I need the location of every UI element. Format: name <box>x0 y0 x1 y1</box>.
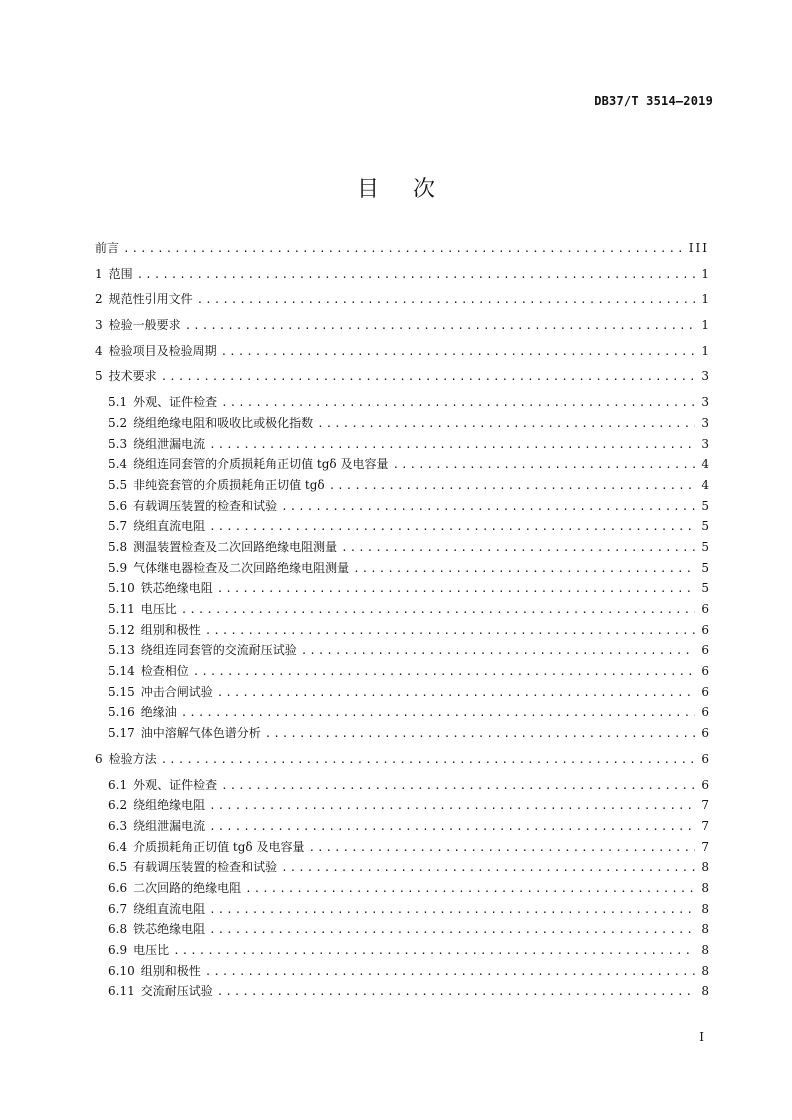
toc-entry-label: 检验一般要求 <box>108 318 181 333</box>
toc-leader-dots <box>217 579 695 600</box>
toc-leader-dots <box>185 316 695 337</box>
toc-entry[interactable] <box>95 620 709 641</box>
toc-entry[interactable] <box>95 366 709 387</box>
toc-entry-page: 7 <box>701 839 709 854</box>
toc-entry[interactable] <box>95 434 709 455</box>
toc-entry-number: 6.2 <box>108 798 128 813</box>
toc-entry-number: 6 <box>95 751 103 766</box>
toc-entry-label: 绕组绝缘电阻 <box>133 798 206 813</box>
toc-entry-number: 5.16 <box>108 705 135 720</box>
toc-entry-label: 绕组绝缘电阻和吸收比或极化指数 <box>133 415 314 430</box>
toc-entry-page: 5 <box>701 519 709 534</box>
toc-entry-number: 5 <box>95 369 103 384</box>
toc-entry-label: 外观、证件检查 <box>133 777 218 792</box>
toc-leader-dots <box>217 683 695 704</box>
page-title <box>0 172 792 203</box>
toc-entry[interactable] <box>95 413 709 434</box>
toc-entry[interactable] <box>95 749 709 770</box>
toc-entry[interactable] <box>95 682 709 703</box>
toc-leader-dots <box>197 290 695 311</box>
toc-entry-page: 6 <box>701 622 709 637</box>
toc-leader-dots <box>341 538 695 559</box>
toc-entry-page: III <box>688 241 709 255</box>
toc-entry-number: 5.11 <box>108 602 135 616</box>
toc-entry-page: 3 <box>701 395 709 410</box>
toc-entry-label: 检查相位 <box>140 664 189 679</box>
toc-entry[interactable] <box>95 795 709 816</box>
toc-entry-page: 7 <box>701 818 709 833</box>
toc-entry-label: 绝缘油 <box>140 705 177 720</box>
toc-entry[interactable] <box>95 315 709 336</box>
toc-entry-label: 油中溶解气体色谱分析 <box>140 726 261 741</box>
toc-entry-number: 6.6 <box>108 880 128 895</box>
toc-entry-page: 6 <box>701 777 709 792</box>
toc-entry-number: 5.14 <box>108 664 135 679</box>
toc-entry-page: 1 <box>701 292 709 307</box>
toc-entry[interactable] <box>95 661 709 682</box>
toc-entry-label: 前言 <box>95 241 120 255</box>
toc-entry-label: 技术要求 <box>108 369 157 384</box>
toc-leader-dots <box>209 900 695 921</box>
toc-entry[interactable] <box>95 599 709 620</box>
toc-entry-label: 检验项目及检验周期 <box>108 343 217 358</box>
toc-entry-number: 6.11 <box>108 984 135 999</box>
toc-entry-page: 8 <box>701 922 709 937</box>
toc-entry-label: 组别和极性 <box>140 622 201 637</box>
toc-entry-number: 5.12 <box>108 622 135 637</box>
toc-entry-number: 5.8 <box>108 539 128 554</box>
toc-entry[interactable] <box>95 264 709 285</box>
toc-entry-label: 绕组连同套管的交流耐压试验 <box>140 643 297 658</box>
toc-leader-dots <box>308 838 695 859</box>
toc-entry[interactable] <box>95 940 709 961</box>
toc-entry-page: 5 <box>701 581 709 596</box>
toc-entry-number: 5.15 <box>108 684 135 699</box>
toc-entry-number: 4 <box>95 343 103 358</box>
toc-leader-dots <box>209 796 695 817</box>
toc-leader-dots <box>281 858 695 879</box>
toc-entry-label: 绕组泄漏电流 <box>133 818 206 833</box>
toc-entry[interactable] <box>95 899 709 920</box>
toc-leader-dots <box>161 367 695 388</box>
toc-entry-label: 气体继电器检查及二次回路绝缘电阻测量 <box>133 560 350 575</box>
toc-entry-page: 3 <box>701 415 709 430</box>
toc-entry[interactable] <box>95 702 709 723</box>
toc-entry-number: 1 <box>95 266 103 281</box>
toc-entry-page: 4 <box>701 457 709 472</box>
toc-entry-number: 6.10 <box>108 963 135 978</box>
toc-entry-label: 交流耐压试验 <box>140 984 213 999</box>
toc-entry[interactable] <box>95 475 709 496</box>
toc-entry[interactable] <box>95 775 709 796</box>
toc-entry-page: 6 <box>701 751 709 766</box>
toc-entry-label: 电压比 <box>140 602 177 616</box>
toc-entry[interactable] <box>95 837 709 858</box>
toc-entry-label: 铁芯绝缘电阻 <box>140 581 213 596</box>
toc-entry[interactable] <box>95 961 709 982</box>
toc-entry[interactable] <box>95 392 709 413</box>
toc-entry[interactable] <box>95 578 709 599</box>
toc-leader-dots <box>281 497 695 518</box>
toc-entry-label: 绕组泄漏电流 <box>133 436 206 451</box>
toc-entry[interactable] <box>95 238 709 259</box>
toc-entry-number: 5.2 <box>108 415 128 430</box>
toc-leader-dots <box>209 817 695 838</box>
toc-leader-dots <box>209 920 695 941</box>
toc-entry-number: 5.9 <box>108 560 128 575</box>
toc-entry[interactable] <box>95 723 709 744</box>
toc-entry[interactable] <box>95 878 709 899</box>
toc-entry-number: 5.7 <box>108 519 128 534</box>
table-of-contents <box>95 238 709 1002</box>
toc-entry-number: 2 <box>95 292 103 307</box>
toc-leader-dots <box>205 621 695 642</box>
toc-entry-label: 电压比 <box>133 943 170 957</box>
toc-entry[interactable] <box>95 516 709 537</box>
toc-entry[interactable] <box>95 537 709 558</box>
toc-entry-label: 二次回路的绝缘电阻 <box>133 880 242 895</box>
toc-entry-label: 绕组直流电阻 <box>133 519 206 534</box>
toc-entry-page: 3 <box>701 436 709 451</box>
toc-leader-dots <box>353 559 695 580</box>
toc-entry-number: 5.4 <box>108 457 128 472</box>
toc-leader-dots <box>123 239 685 260</box>
toc-entry-label: 外观、证件检查 <box>133 395 218 410</box>
toc-entry-page: 1 <box>701 318 709 333</box>
toc-entry-page: 6 <box>701 726 709 741</box>
toc-entry-number: 6.4 <box>108 839 128 854</box>
toc-entry-label: 绕组直流电阻 <box>133 901 206 916</box>
toc-entry-number: 5.3 <box>108 436 128 451</box>
toc-leader-dots <box>221 776 695 797</box>
toc-entry-page: 8 <box>701 860 709 875</box>
toc-entry-label: 介质损耗角正切值 tgδ 及电容量 <box>133 839 305 854</box>
toc-entry-page: 6 <box>701 602 709 616</box>
toc-entry[interactable] <box>95 454 709 475</box>
toc-entry-number: 5.5 <box>108 477 128 492</box>
toc-entry-page: 8 <box>701 880 709 895</box>
toc-entry-label: 范围 <box>108 266 133 281</box>
toc-leader-dots <box>193 662 695 683</box>
toc-entry[interactable] <box>95 640 709 661</box>
toc-entry-number: 6.1 <box>108 777 128 792</box>
toc-entry[interactable] <box>95 341 709 362</box>
toc-entry[interactable] <box>95 816 709 837</box>
toc-entry-number: 6.8 <box>108 922 128 937</box>
toc-leader-dots <box>137 265 695 286</box>
toc-entry-page: 4 <box>701 477 709 492</box>
toc-leader-dots <box>181 600 695 621</box>
toc-entry-label: 有载调压装置的检查和试验 <box>133 860 278 875</box>
title-char-1: 目 <box>356 177 379 202</box>
toc-entry-label: 检验方法 <box>108 751 157 766</box>
toc-entry-label: 测温装置检查及二次回路绝缘电阻测量 <box>133 539 338 554</box>
toc-leader-dots <box>221 342 695 363</box>
toc-entry-page: 1 <box>701 343 709 358</box>
toc-entry-label: 冲击合闸试验 <box>140 684 213 699</box>
toc-entry-number: 5.17 <box>108 726 135 741</box>
toc-leader-dots <box>217 982 695 1003</box>
title-char-2: 次 <box>413 177 436 202</box>
toc-entry-label: 铁芯绝缘电阻 <box>133 922 206 937</box>
toc-leader-dots <box>161 750 695 771</box>
toc-leader-dots <box>221 393 695 414</box>
toc-leader-dots <box>173 941 695 962</box>
toc-entry-number: 5.10 <box>108 581 135 596</box>
toc-entry-page: 7 <box>701 798 709 813</box>
toc-entry-page: 8 <box>701 963 709 978</box>
toc-entry-page: 5 <box>701 498 709 513</box>
toc-entry-number: 6.5 <box>108 860 128 875</box>
toc-entry-label: 有载调压装置的检查和试验 <box>133 498 278 513</box>
toc-leader-dots <box>209 435 695 456</box>
toc-entry-label: 非纯瓷套管的介质损耗角正切值 tgδ <box>133 477 325 492</box>
toc-entry-number: 3 <box>95 318 103 333</box>
toc-leader-dots <box>317 414 695 435</box>
toc-entry[interactable] <box>95 289 709 310</box>
toc-entry-number: 5.6 <box>108 498 128 513</box>
toc-leader-dots <box>265 724 695 745</box>
toc-entry-page: 6 <box>701 684 709 699</box>
toc-entry-page: 5 <box>701 560 709 575</box>
toc-leader-dots <box>205 962 695 983</box>
toc-entry-number: 6.3 <box>108 818 128 833</box>
toc-entry-label: 组别和极性 <box>140 963 201 978</box>
document-code: DB37/T 3514—2019 <box>594 94 713 108</box>
toc-entry-page: 5 <box>701 539 709 554</box>
toc-leader-dots <box>181 703 695 724</box>
toc-entry-page: 6 <box>701 664 709 679</box>
toc-entry-number: 6.7 <box>108 901 128 916</box>
toc-entry[interactable] <box>95 981 709 1002</box>
toc-leader-dots <box>329 476 695 497</box>
toc-entry-page: 8 <box>701 901 709 916</box>
toc-entry-number: 6.9 <box>108 943 128 957</box>
toc-leader-dots <box>209 517 695 538</box>
toc-entry-number: 5.13 <box>108 643 135 658</box>
toc-entry[interactable] <box>95 857 709 878</box>
toc-leader-dots <box>245 879 695 900</box>
toc-entry[interactable] <box>95 558 709 579</box>
toc-entry-page: 6 <box>701 643 709 658</box>
toc-entry-page: 1 <box>701 266 709 281</box>
toc-entry-label: 规范性引用文件 <box>108 292 193 307</box>
toc-leader-dots <box>301 641 695 662</box>
toc-entry-page: 8 <box>701 943 709 957</box>
toc-entry-label: 绕组连同套管的介质损耗角正切值 tgδ 及电容量 <box>133 457 389 472</box>
toc-entry[interactable] <box>95 496 709 517</box>
toc-entry-page: 3 <box>701 369 709 384</box>
toc-entry[interactable] <box>95 919 709 940</box>
toc-leader-dots <box>392 455 695 476</box>
toc-entry-page: 6 <box>701 705 709 720</box>
toc-entry-number: 5.1 <box>108 395 128 410</box>
toc-entry-page: 8 <box>701 984 709 999</box>
page-number: I <box>699 1030 704 1044</box>
